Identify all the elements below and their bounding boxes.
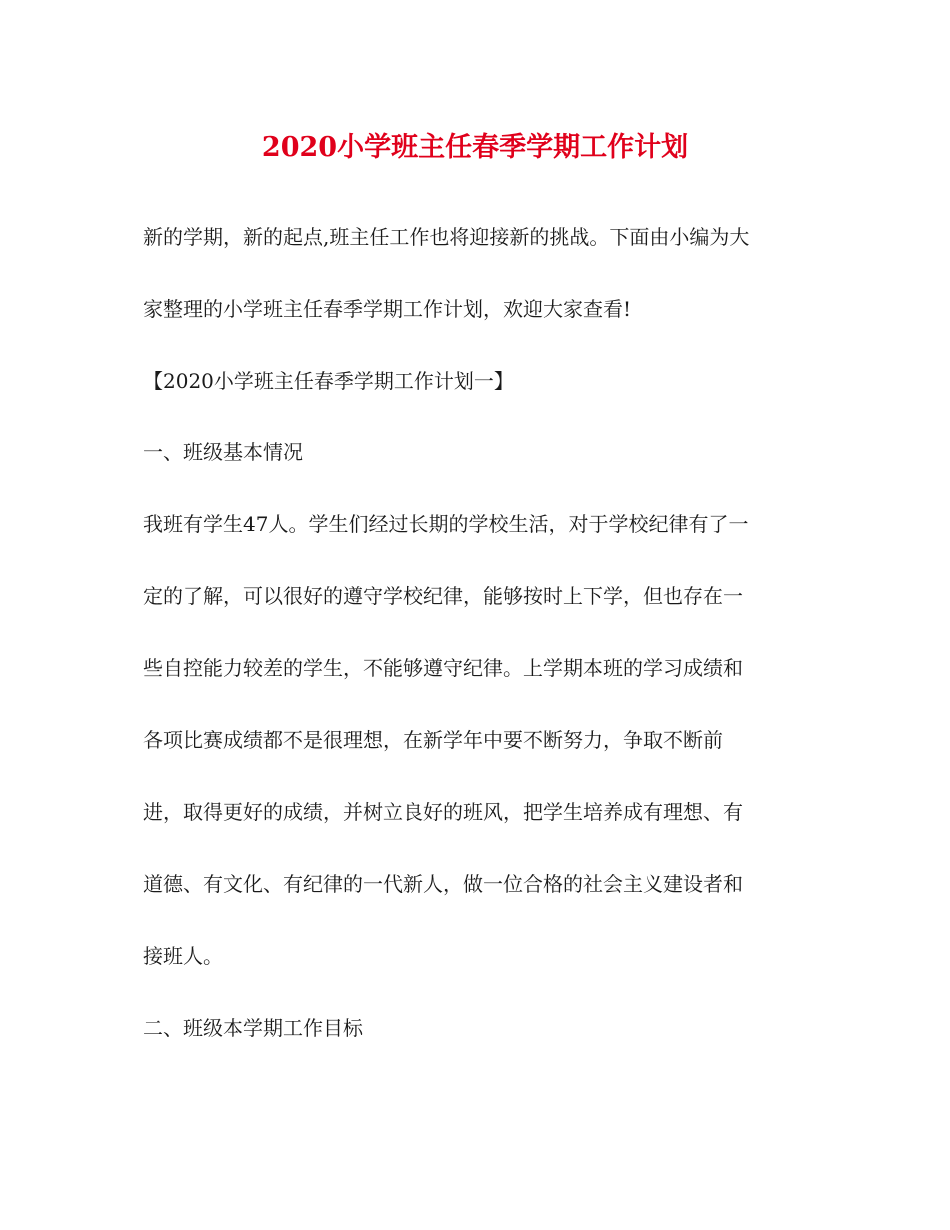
section-heading: 二、班级本学期工作目标 <box>143 1016 363 1040</box>
section-heading: 一、班级基本情况 <box>143 440 303 464</box>
paragraph-line: 接班人。 <box>143 944 223 968</box>
paragraph-line: 各项比赛成绩都不是很理想，在新学年中要不断努力，争取不断前 <box>143 728 723 752</box>
paragraph-line: 道德、有文化、有纪律的一代新人，做一位合格的社会主义建设者和 <box>143 872 743 896</box>
paragraph-line: 些自控能力较差的学生，不能够遵守纪律。上学期本班的学习成绩和 <box>143 656 743 680</box>
paragraph-line: 定的了解，可以很好的遵守学校纪律，能够按时上下学，但也存在一 <box>143 584 743 608</box>
paragraph-line: 进，取得更好的成绩，并树立良好的班风，把学生培养成有理想、有 <box>143 800 743 824</box>
paragraph-line: 新的学期，新的起点,班主任工作也将迎接新的挑战。下面由小编为大 <box>143 225 750 249</box>
section-heading: 【2020小学班主任春季学期工作计划一】 <box>143 369 514 393</box>
paragraph-line: 我班有学生47人。学生们经过长期的学校生活，对于学校纪律有了一 <box>143 512 749 536</box>
document-title: 2020小学班主任春季学期工作计划 <box>261 132 689 163</box>
paragraph-line: 家整理的小学班主任春季学期工作计划，欢迎大家查看! <box>143 297 632 321</box>
